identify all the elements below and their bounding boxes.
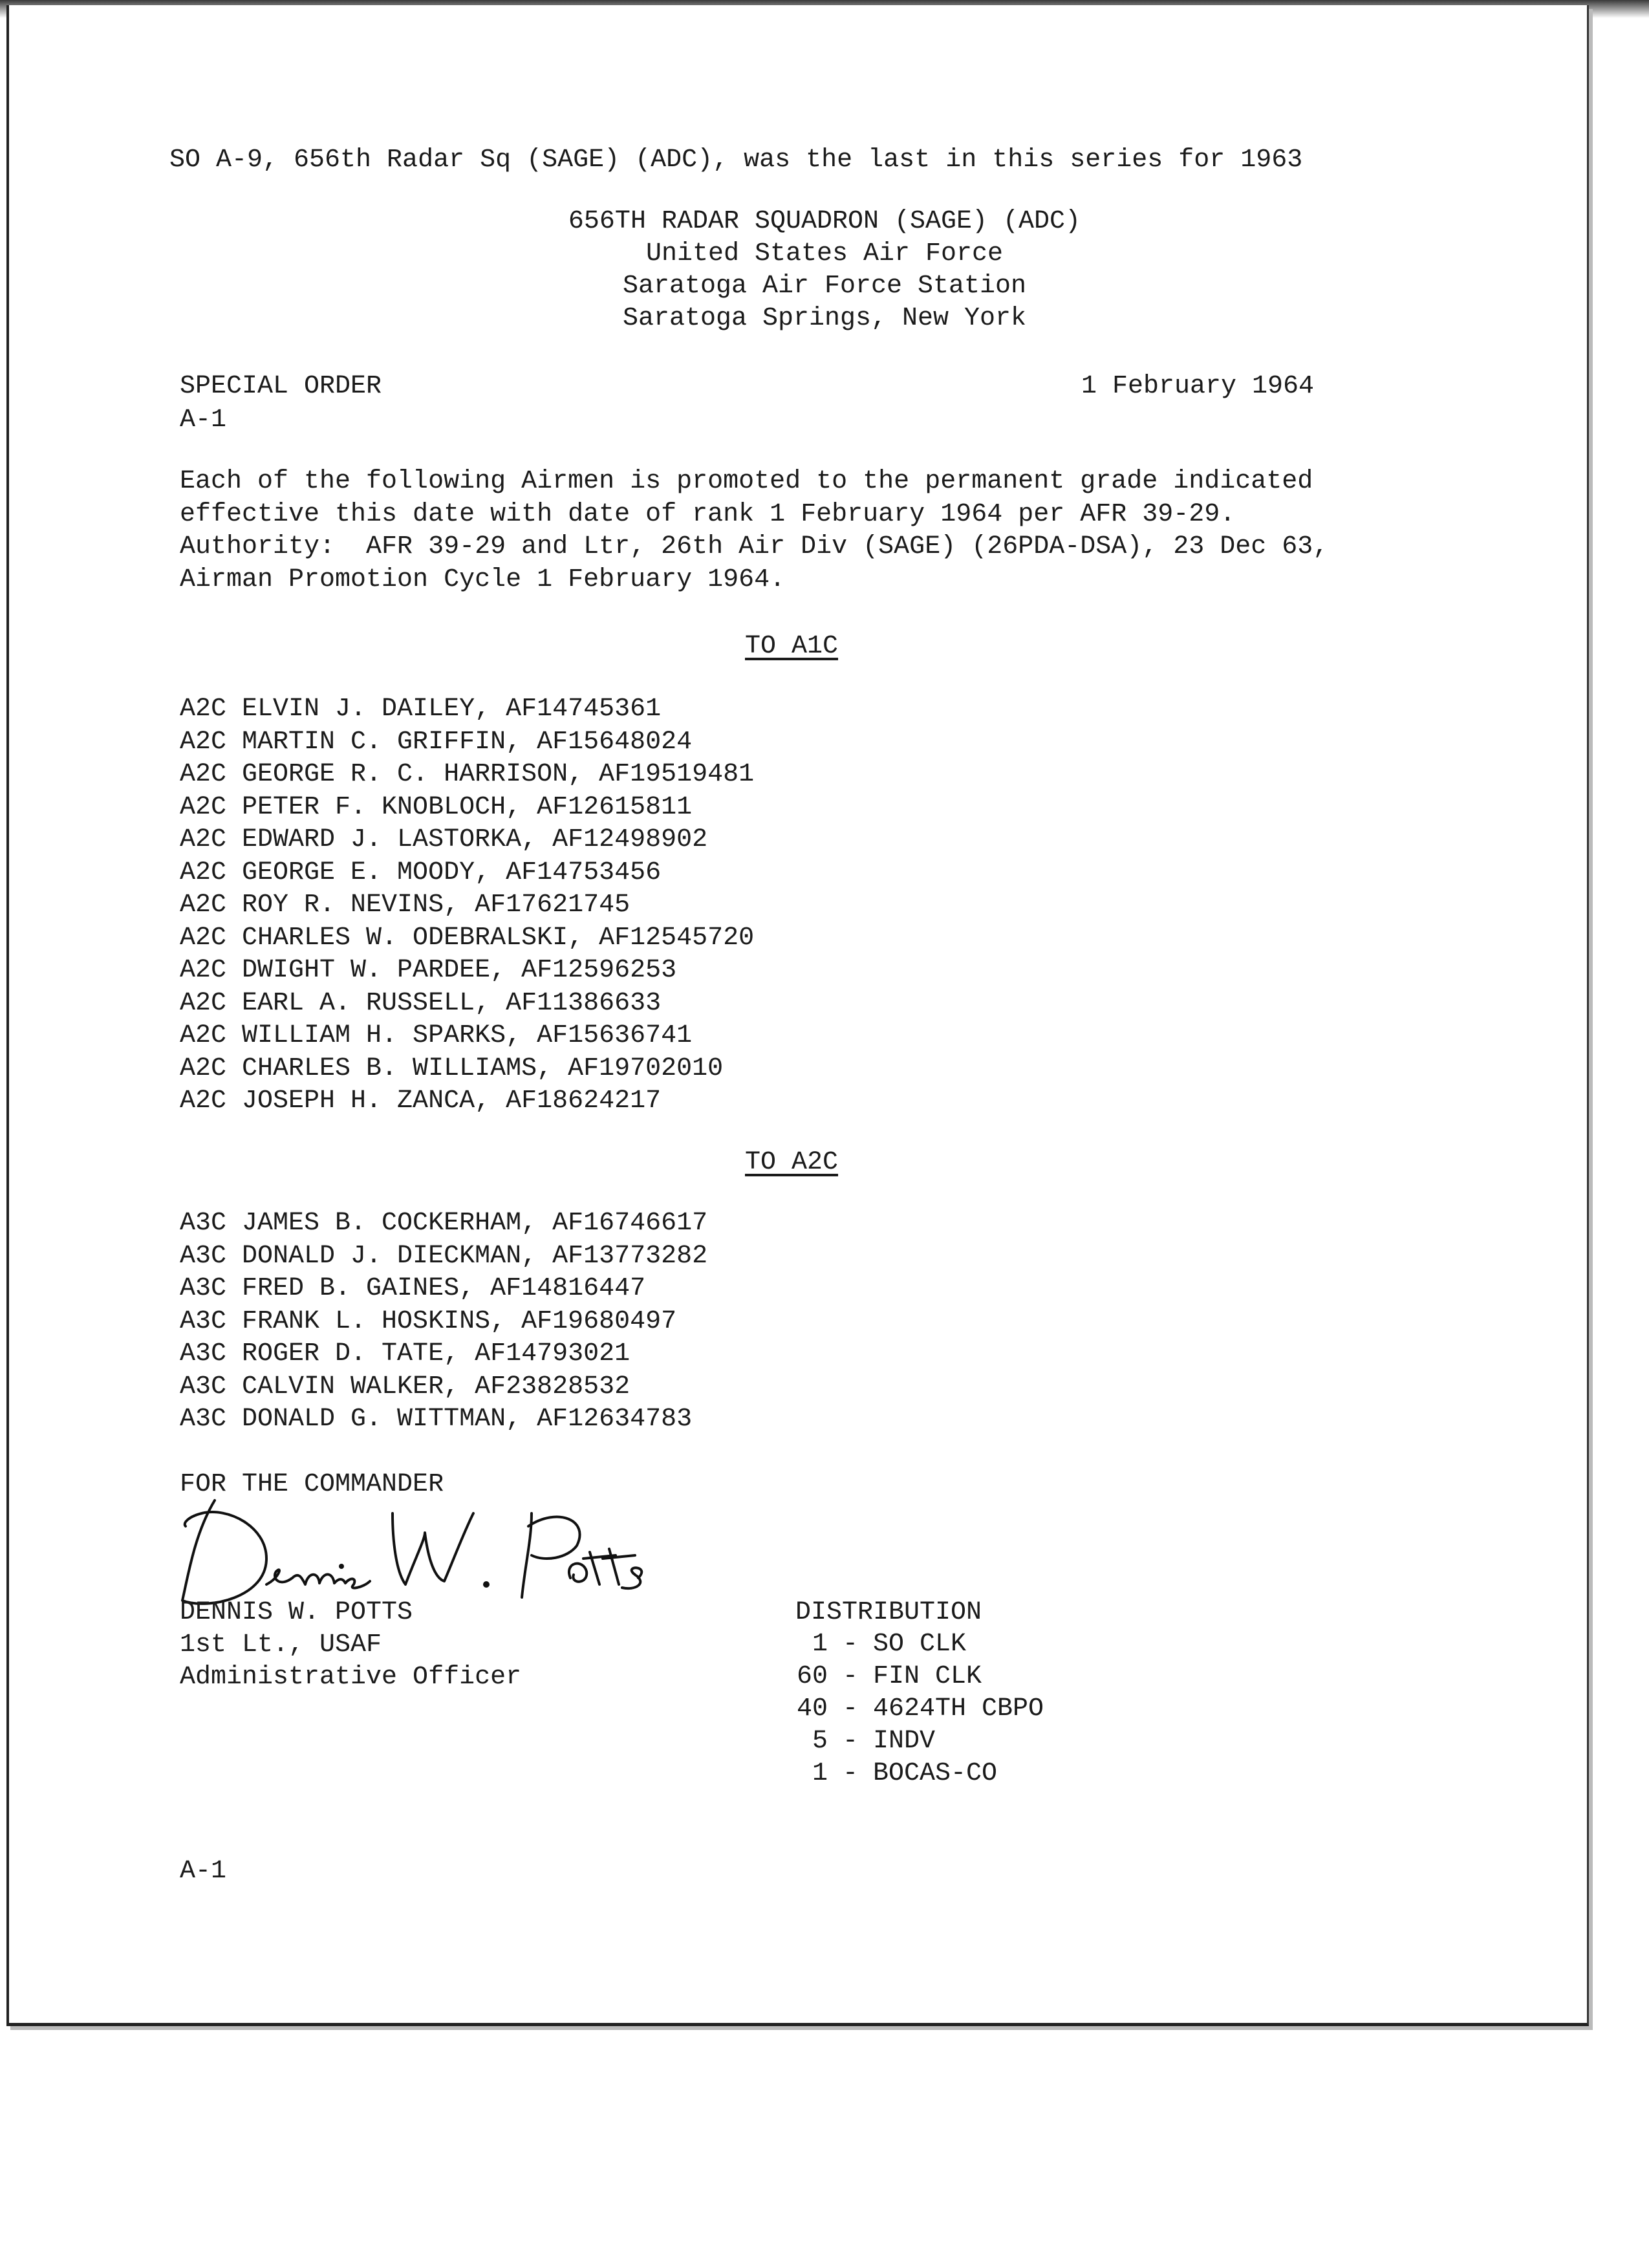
list-item: A3C DONALD G. WITTMAN, AF12634783 [180, 1405, 693, 1434]
distribution-count: 1 [812, 1759, 828, 1788]
signer-rank: 1st Lt., USAF [180, 1630, 382, 1659]
list-item: A2C MARTIN C. GRIFFIN, AF15648024 [180, 727, 693, 757]
signer-title: Administrative Officer [180, 1663, 522, 1692]
letterhead [0, 206, 1649, 335]
footer-order-number: A-1 [180, 1857, 227, 1886]
list-item: A2C PETER F. KNOBLOCH, AF12615811 [180, 792, 693, 822]
section-heading-a1c: TO A1C [745, 632, 839, 661]
distribution-count: 1 [812, 1630, 828, 1659]
list-item: A2C GEORGE R. C. HARRISON, AF19519481 [180, 760, 755, 789]
airmen-list-a2c [180, 1207, 707, 1436]
distribution-row [776, 1693, 1044, 1725]
list-item: A2C ROY R. NEVINS, AF17621745 [180, 891, 630, 920]
distribution-separator: - [842, 1630, 858, 1659]
series-note: SO A-9, 656th Radar Sq (SAGE) (ADC), was the last in this series for 1963 [169, 146, 1303, 175]
station-location: Saratoga Springs, New York [622, 304, 1027, 333]
distribution-row [776, 1661, 1044, 1693]
list-item: A2C EARL A. RUSSELL, AF11386633 [180, 988, 662, 1018]
airmen-list-a1c [180, 693, 754, 1118]
body-line: Each of the following Airmen is promoted to the permanent grade indicated [180, 467, 1313, 496]
list-item: A2C GEORGE E. MOODY, AF14753456 [180, 858, 662, 887]
order-number: A-1 [180, 405, 227, 435]
distribution-dest: BOCAS-CO [873, 1759, 998, 1788]
distribution-separator: - [842, 1727, 858, 1756]
for-commander-line: FOR THE COMMANDER [180, 1470, 444, 1499]
distribution-dest: 4624TH CBPO [873, 1694, 1044, 1723]
order-body [180, 466, 1328, 596]
distribution-separator: - [842, 1759, 858, 1788]
list-item: A2C CHARLES B. WILLIAMS, AF19702010 [180, 1053, 724, 1083]
distribution-count: 5 [812, 1727, 828, 1756]
distribution-count: 60 [796, 1662, 828, 1691]
distribution-count: 40 [796, 1694, 828, 1723]
signer-name: DENNIS W. POTTS [180, 1598, 413, 1627]
list-item: A2C EDWARD J. LASTORKA, AF12498902 [180, 825, 708, 854]
distribution-row [776, 1628, 1044, 1661]
order-title: SPECIAL ORDER [180, 372, 382, 401]
distribution-row [776, 1758, 1044, 1790]
list-item: A3C DONALD J. DIECKMAN, AF13773282 [180, 1241, 708, 1271]
list-item: A2C DWIGHT W. PARDEE, AF12596253 [180, 956, 677, 985]
list-item: A3C ROGER D. TATE, AF14793021 [180, 1339, 630, 1368]
service-name: United States Air Force [645, 239, 1004, 268]
distribution-heading: DISTRIBUTION [795, 1598, 982, 1627]
body-line: Authority: AFR 39-29 and Ltr, 26th Air Div (SAGE) (26PDA-DSA), 23 Dec 63, [180, 532, 1329, 561]
list-item: A2C WILLIAM H. SPARKS, AF15636741 [180, 1021, 693, 1050]
list-item: A2C ELVIN J. DAILEY, AF14745361 [180, 695, 662, 724]
body-line: effective this date with date of rank 1 February 1964 per AFR 39-29. [180, 499, 1236, 529]
list-item: A3C CALVIN WALKER, AF23828532 [180, 1372, 630, 1401]
distribution-dest: INDV [873, 1727, 936, 1756]
distribution-separator: - [842, 1662, 858, 1691]
list-item: A3C JAMES B. COCKERHAM, AF16746617 [180, 1209, 708, 1238]
distribution-dest: FIN CLK [873, 1662, 982, 1691]
distribution-row [776, 1725, 1044, 1758]
station-name: Saratoga Air Force Station [622, 272, 1027, 301]
list-item: A3C FRANK L. HOSKINS, AF19680497 [180, 1306, 677, 1336]
body-line: Airman Promotion Cycle 1 February 1964. [180, 565, 786, 594]
list-item: A2C CHARLES W. ODEBRALSKI, AF12545720 [180, 923, 755, 953]
distribution-separator: - [842, 1694, 858, 1723]
section-heading-a2c: TO A2C [745, 1148, 839, 1177]
list-item: A2C JOSEPH H. ZANCA, AF18624217 [180, 1086, 662, 1116]
order-date: 1 February 1964 [1081, 372, 1315, 401]
distribution-list [776, 1628, 1044, 1790]
list-item: A3C FRED B. GAINES, AF14816447 [180, 1274, 646, 1303]
distribution-dest: SO CLK [873, 1630, 967, 1659]
unit-name: 656TH RADAR SQUADRON (SAGE) (ADC) [568, 207, 1081, 236]
